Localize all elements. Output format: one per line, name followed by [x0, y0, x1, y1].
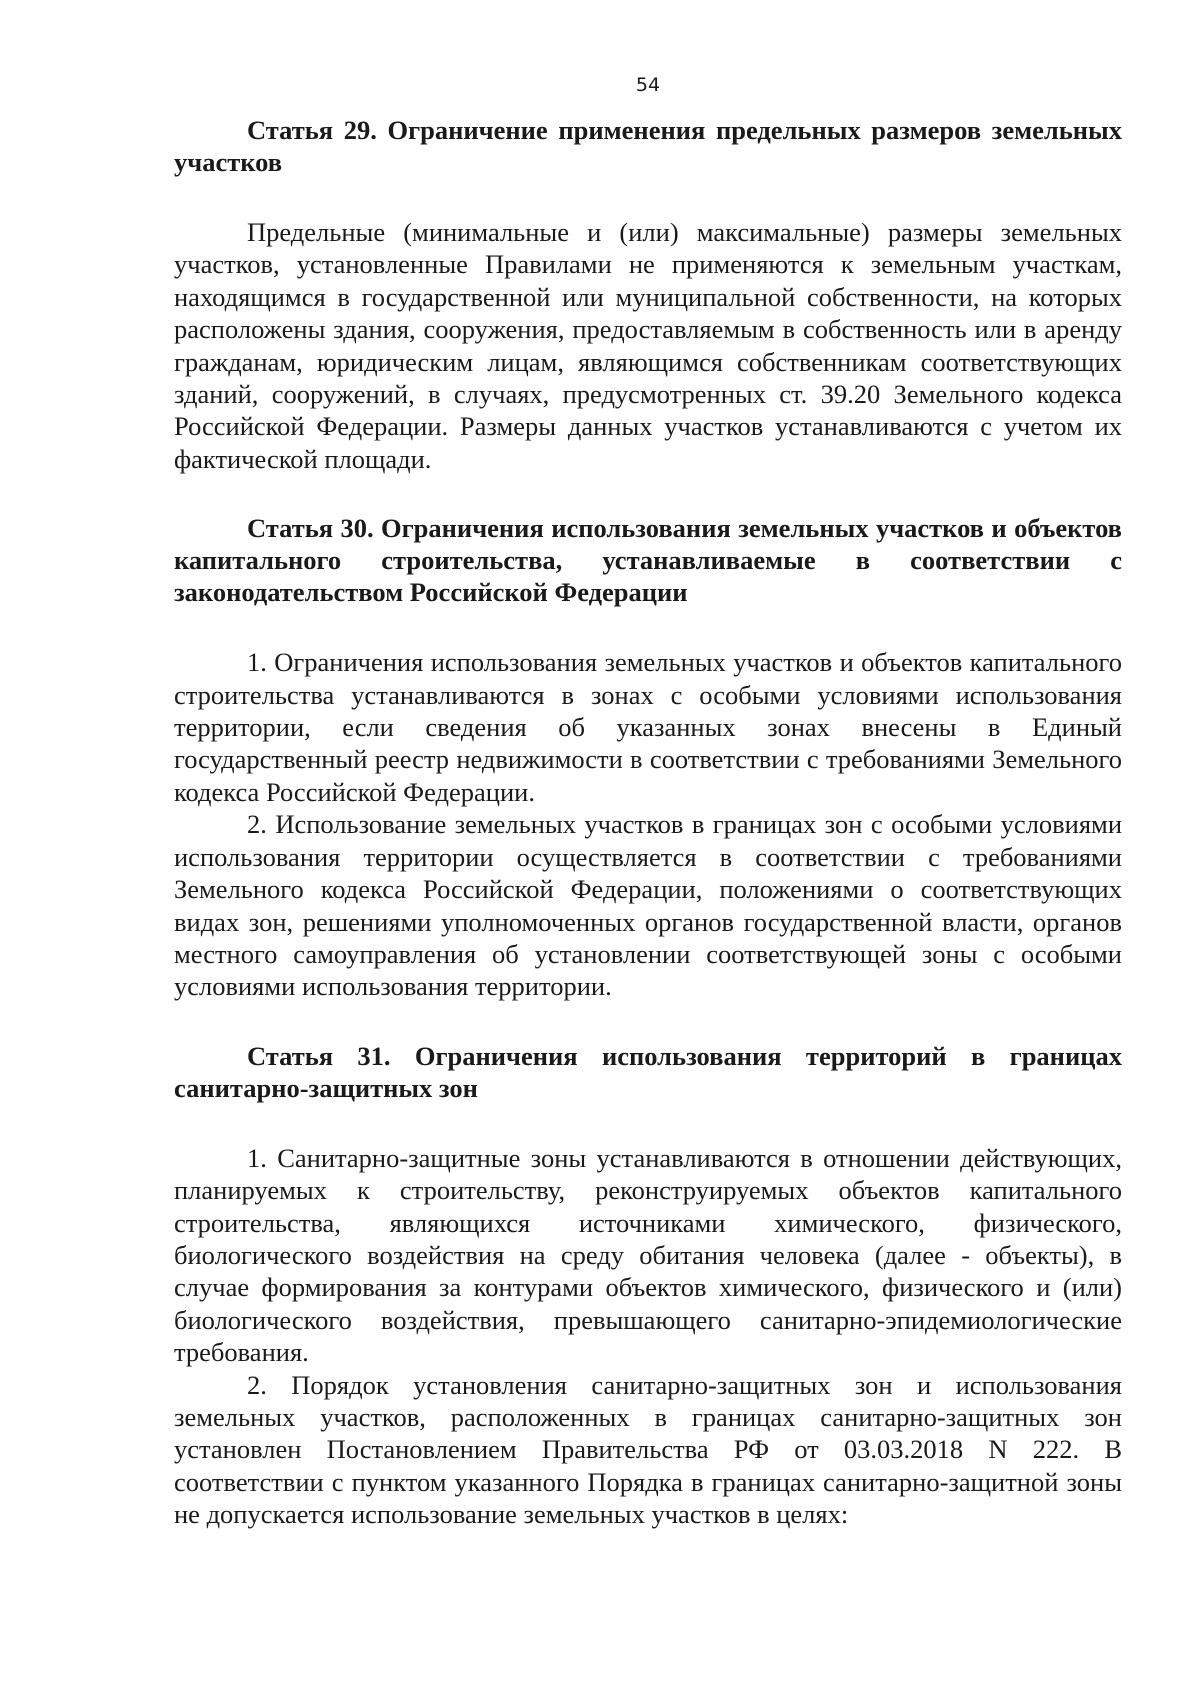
- page-number: 54: [635, 74, 661, 96]
- article-heading: Статья 29. Ограничение применения предельных размеров земельных участков: [174, 115, 1122, 177]
- document-body: [174, 114, 1122, 1531]
- article-29: [174, 114, 1122, 475]
- article-31: [174, 1040, 1122, 1531]
- article-paragraph: 1. Ограничения использования земельных участков и объектов капитального строительства устанавливаются в зонах с особыми условиями использования территории, если сведения об указанных зонах внесены в Единый государственный реестр недвижимости в соответствии с требованиями Земельного кодекса Российской Федерации.: [174, 647, 1122, 807]
- article-heading: Статья 31. Ограничения использования территорий в границах санитарно-защитных зон: [174, 1040, 1122, 1103]
- article-paragraph: 2. Порядок установления санитарно-защитных зон и использования земельных участков, расположенных в границах санитарно-защитных зон установлен Постановлением Правительства РФ от 03.03.2018 N 222. В соответствии с пунктом указанного Порядка в границах санитарно-защитной зоны не допускается использование земельных участков в целях:: [174, 1369, 1122, 1530]
- article-paragraph: 2. Использование земельных участков в границах зон с особыми условиями использования территории осуществляется в соответствии с требованиями Земельного кодекса Российской Федерации, положениями о соответствующих видах зон, решениями уполномоченных органов государственной власти, органов местного самоуправления об установлении соответствующей зоны с особыми условиями использования территории.: [174, 809, 1122, 1002]
- article-paragraph: 1. Санитарно-защитные зоны устанавливаются в отношении действующих, планируемых к строительству, реконструируемых объектов капитального строительства, являющихся источниками химического, физического, биологического воздействия на среду обитания человека (далее - объекты), в случае формирования за контурами объектов химического, физического и (или) биологического воздействия, превышающего санитарно-эпидемиологические требования.: [174, 1142, 1122, 1368]
- article-heading: Статья 30. Ограничения использования земельных участков и объектов капитального строительства, устанавливаемые в соответствии с законодательством Российской Федерации: [174, 513, 1122, 608]
- article-30: [174, 512, 1122, 1002]
- article-paragraph: Предельные (минимальные и (или) максимальные) размеры земельных участков, установленные Правилами не применяются к земельным участкам, находящимся в государственной или муниципальной собственности, на которых расположены здания, сооружения, предоставляемым в собственность или в аренду гражданам, юридическим лицам, являющимся собственникам соответствующих зданий, сооружений, в случаях, предусмотренных ст. 39.20 Земельного кодекса Российской Федерации. Размеры данных участков устанавливаются с учетом их фактической площади.: [174, 217, 1122, 474]
